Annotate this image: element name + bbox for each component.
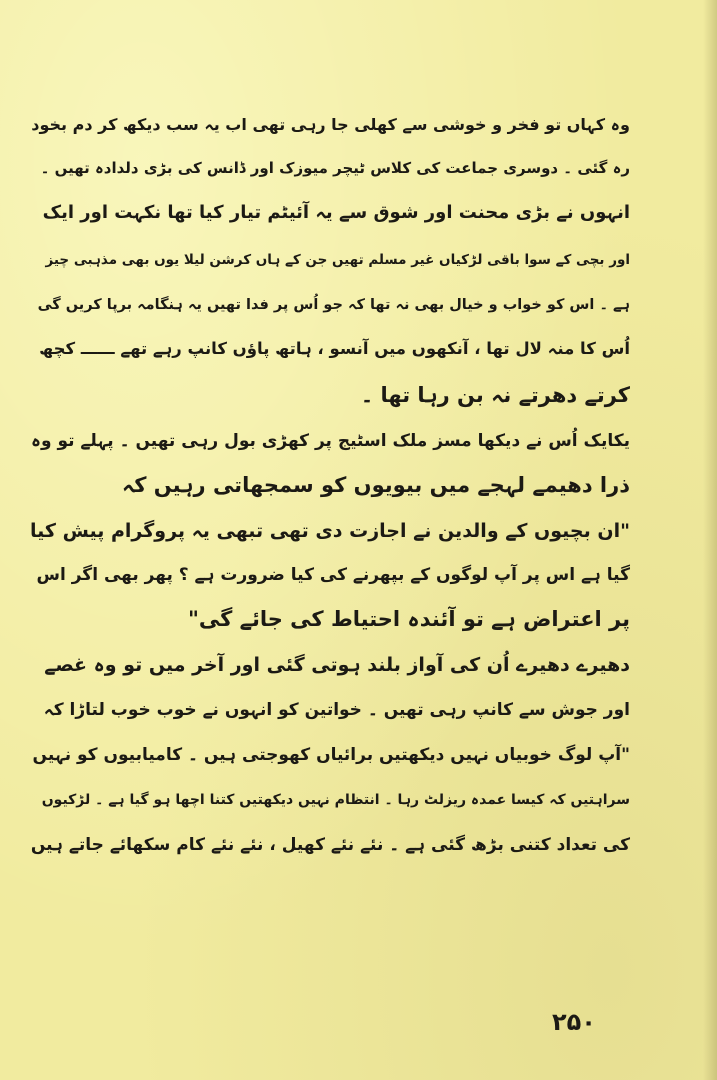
page-number: ۲۵۰ bbox=[552, 1008, 596, 1036]
text-line-5: ہے ۔ اس کو خواب و خیال بھی نہ تھا کہ جو اُس پر فدا تھیں یہ ہنگامہ برپا کریں گی bbox=[37, 297, 630, 313]
text-line-1: وہ کہاں تو فخر و خوشی سے کھلی جا رہی تھی اب یہ سب دیکھ کر دم بخود bbox=[31, 115, 630, 134]
text-line-4: اور بچی کے سوا باقی لڑکیاں غیر مسلم تھیں جن کے ہاں کرشن لیلا یوں بھی مذہبی چیز bbox=[45, 252, 630, 268]
text-line-15: "آپ لوگ خوبیاں نہیں دیکھتیں برائیاں کھوجتی ہیں ۔ کامیابیوں کو نہیں bbox=[32, 745, 630, 765]
text-line-17: کی تعداد کتنی بڑھ گئی ہے ۔ نئے نئے کھیل ، نئے نئے کام سکھائے جاتے ہیں bbox=[30, 835, 630, 855]
text-line-14: اور جوش سے کانپ رہی تھیں ۔ خواتین کو انہوں نے خوب خوب لتاڑا کہ bbox=[43, 700, 630, 720]
text-line-6: اُس کا منہ لال تھا ، آنکھوں میں آنسو ، ہاتھ پاؤں کانپ رہے تھے ــــــ کچھ bbox=[39, 339, 630, 358]
text-line-13: دھیرے دھیرے اُن کی آواز بلند ہوتی گئی اور آخر میں تو وہ غصے bbox=[44, 654, 630, 676]
text-line-8: یکایک اُس نے دیکھا مسز ملک اسٹیج پر کھڑی بول رہی تھیں ۔ پہلے تو وہ bbox=[31, 431, 630, 451]
text-line-9: ذرا دھیمے لہجے میں بیویوں کو سمجھاتی رہیں کہ bbox=[121, 473, 630, 497]
text-line-7: کرتے دھرتے نہ بن رہا تھا ۔ bbox=[360, 383, 630, 407]
text-line-16: سراہتیں کہ کیسا عمدہ ریزلٹ رہا ۔ انتظام نہیں دیکھتیں کتنا اچھا ہو گیا ہے ۔ لڑکیوں bbox=[41, 792, 630, 808]
text-line-11: گیا ہے اس پر آپ لوگوں کے بپھرنے کی کیا ضرورت ہے ؟ پھر بھی اگر اس bbox=[36, 565, 630, 585]
text-line-3: انہوں نے بڑی محنت اور شوق سے یہ آئیٹم تیار کیا تھا نکہت اور ایک bbox=[42, 202, 630, 223]
page-edge-shadow bbox=[703, 0, 717, 1080]
text-line-2: رہ گئی ۔ دوسری جماعت کی کلاس ٹیچر میوزک اور ڈانس کی بڑی دلدادہ تھیں ۔ bbox=[40, 159, 630, 177]
text-line-10: "ان بچیوں کے والدین نے اجازت دی تھی تبھی یہ پروگرام پیش کیا bbox=[30, 520, 630, 542]
text-line-12: پر اعتراض ہے تو آئندہ احتیاط کی جائے گی" bbox=[187, 607, 630, 631]
